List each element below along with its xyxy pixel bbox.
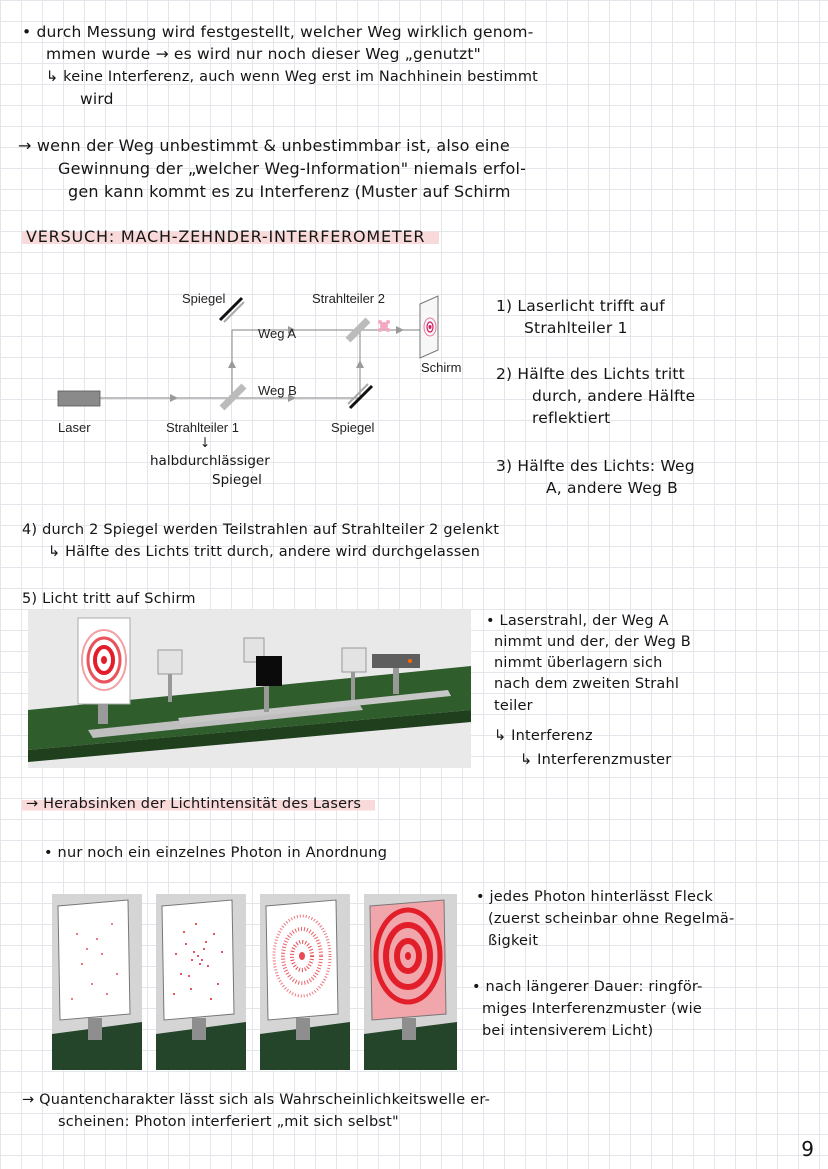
photo-panel-3 xyxy=(260,894,350,1070)
photon-note-a1: • jedes Photon hinterlässt Fleck xyxy=(476,889,713,905)
single-photon-note: • nur noch ein einzelnes Photon in Anordnung xyxy=(44,845,388,861)
intro-line-3: ↳ keine Interferenz, auch wenn Weg erst im Nachhinein bestimmt xyxy=(46,69,539,85)
beam-splitter-1 xyxy=(222,386,244,408)
label-laser: Laser xyxy=(58,420,91,435)
photo-note-2: nimmt und der, der Weg B xyxy=(494,634,691,650)
photon-note-a3: ßigkeit xyxy=(488,933,539,949)
photo-note-7: ↳ Interferenzmuster xyxy=(520,752,672,768)
photo-note-1: • Laserstrahl, der Weg A xyxy=(486,613,669,629)
step-2-line-3: reflektiert xyxy=(532,409,611,427)
arrow-para-line-1: → wenn der Weg unbestimmt & unbestimmbar ist, also eine xyxy=(18,136,510,155)
photon-accumulation-images xyxy=(52,894,457,1070)
step-3-line-1: 3) Hälfte des Lichts: Weg xyxy=(496,457,695,475)
label-strahlteiler-1: Strahlteiler 1 xyxy=(166,420,239,435)
photo-panel-2 xyxy=(156,894,246,1070)
photo-note-3: nimmt überlagern sich xyxy=(494,655,663,671)
interferometer-setup-photo xyxy=(28,610,471,768)
step-1-line-1: 1) Laserlicht trifft auf xyxy=(496,297,665,315)
step-1-line-2: Strahlteiler 1 xyxy=(524,319,628,337)
label-schirm: Schirm xyxy=(421,360,462,375)
laser-box xyxy=(58,391,100,406)
step-5: 5) Licht tritt auf Schirm xyxy=(22,591,196,607)
photon-note-b3: bei intensiverem Licht) xyxy=(482,1023,654,1039)
arrow-para-line-3: gen kann kommt es zu Interferenz (Muster auf Schirm xyxy=(68,182,511,201)
screen xyxy=(420,296,438,358)
conclusion-line-1: → Quantencharakter lässt sich als Wahrscheinlichkeitswelle er- xyxy=(22,1092,490,1108)
label-weg-b: Weg B xyxy=(258,383,297,398)
arrow-para-line-2: Gewinnung der „welcher Weg-Information" niemals erfol- xyxy=(58,159,527,178)
label-weg-a: Weg A xyxy=(258,326,297,341)
intro-line-1: • durch Messung wird festgestellt, welcher Weg wirklich genom- xyxy=(22,23,534,41)
photo-note-4: nach dem zweiten Strahl xyxy=(494,676,680,692)
step-4-line-1: 4) durch 2 Spiegel werden Teilstrahlen auf Strahlteiler 2 gelenkt xyxy=(22,522,500,538)
page-number: 9 xyxy=(801,1137,814,1161)
conclusion-line-2: scheinen: Photon interferiert „mit sich selbst" xyxy=(58,1114,399,1130)
step-3-line-2: A, andere Weg B xyxy=(546,479,679,497)
label-spiegel-bottom: Spiegel xyxy=(331,420,375,435)
photon-note-a2: (zuerst scheinbar ohne Regelmä- xyxy=(488,911,735,927)
versuch-heading: VERSUCH: MACH-ZEHNDER-INTERFEROMETER xyxy=(22,226,439,247)
note-spiegel: Spiegel xyxy=(212,472,262,488)
label-spiegel-top: Spiegel xyxy=(182,291,226,306)
note-arrow: ↓ xyxy=(200,436,211,450)
step-2-line-2: durch, andere Hälfte xyxy=(532,387,696,405)
intro-line-2: mmen wurde → es wird nur noch dieser Weg „genutzt" xyxy=(46,45,482,63)
intro-line-4: wird xyxy=(80,90,114,108)
label-strahlteiler-2: Strahlteiler 2 xyxy=(312,291,385,306)
step-2-line-1: 2) Hälfte des Lichts tritt xyxy=(496,365,685,383)
photo-note-5: teiler xyxy=(494,698,533,714)
photo-note-6: ↳ Interferenz xyxy=(494,728,593,744)
photo-panel-1 xyxy=(52,894,142,1070)
note-halbdurchlaessig: halbdurchlässiger xyxy=(150,453,270,469)
photo-panel-4 xyxy=(364,894,457,1070)
step-4-line-2: ↳ Hälfte des Lichts tritt durch, andere wird durchgelassen xyxy=(48,544,480,560)
photon-note-b2: miges Interferenzmuster (wie xyxy=(482,1001,702,1017)
photon-note-b1: • nach längerer Dauer: ringför- xyxy=(472,979,703,995)
intensity-heading: → Herabsinken der Lichtintensität des Lasers xyxy=(22,794,375,815)
